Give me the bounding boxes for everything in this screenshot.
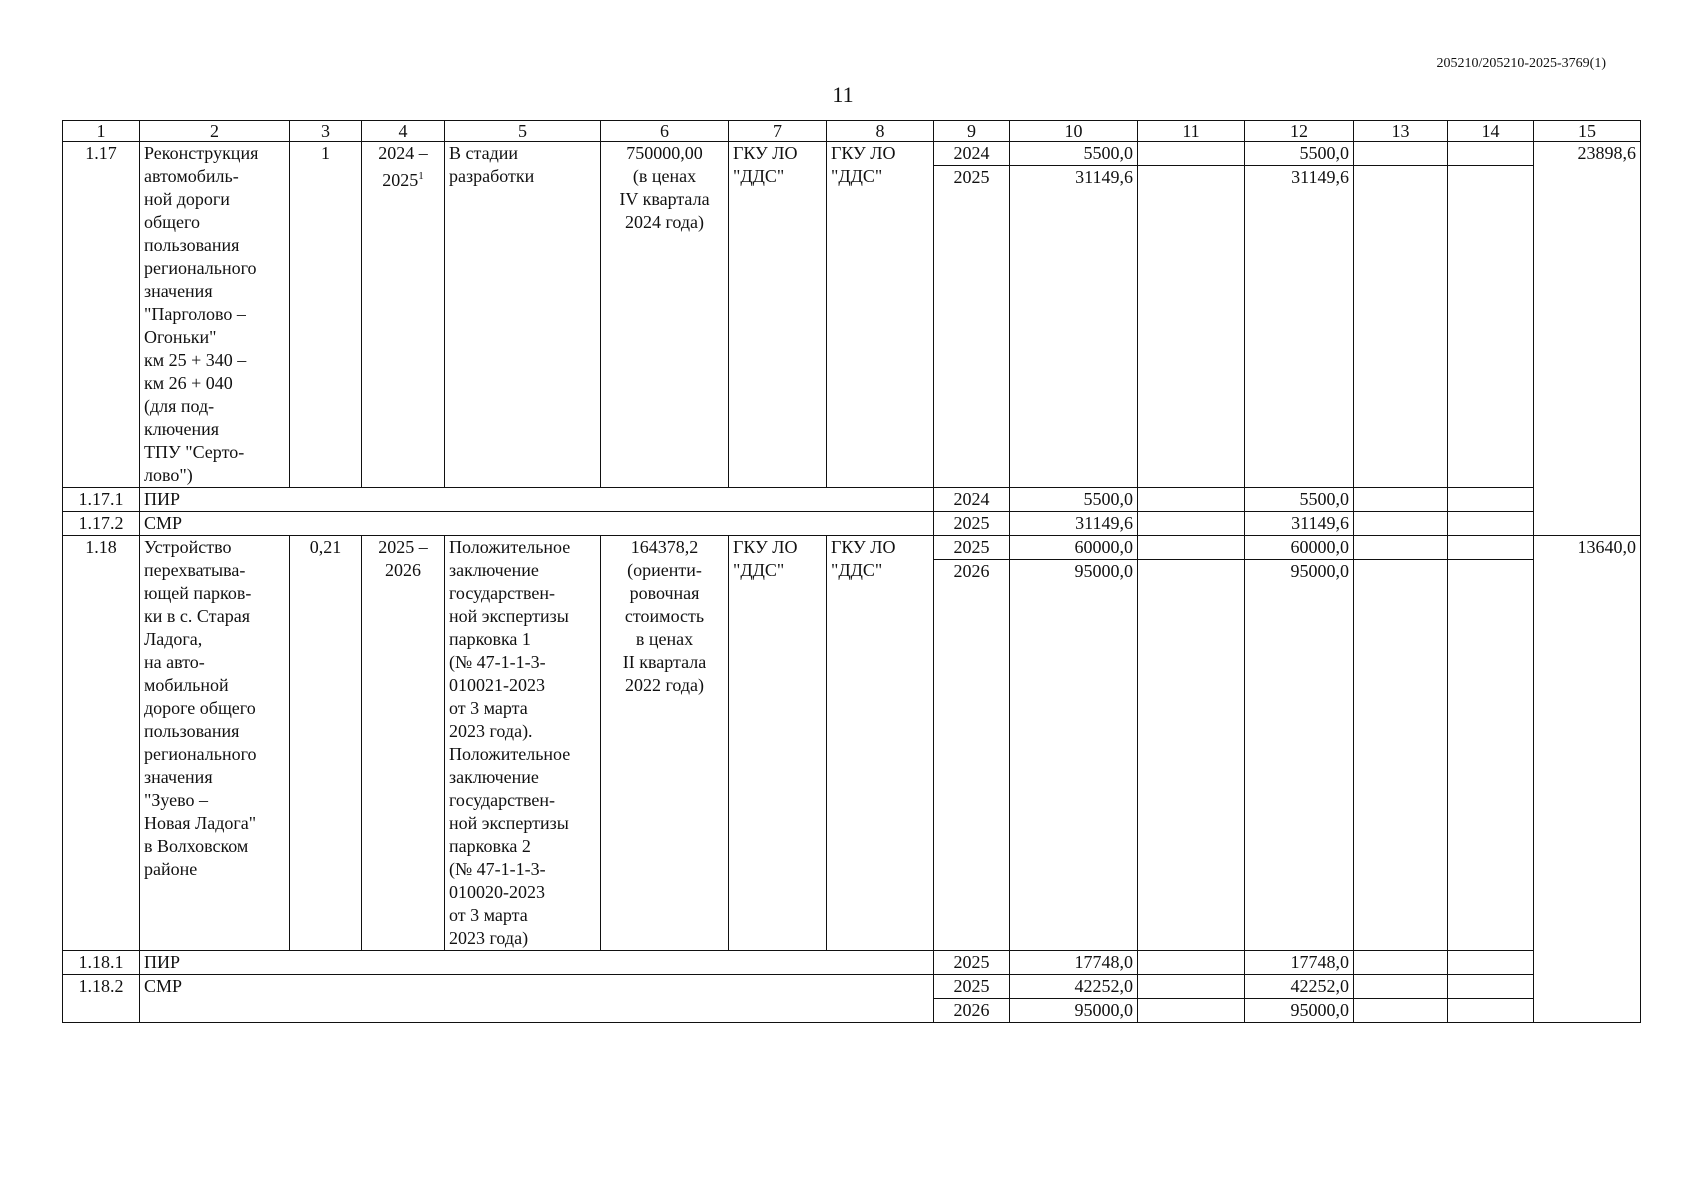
customer: ГКУ ЛО "ДДС" (729, 536, 827, 951)
footnote-mark: 1 (418, 170, 424, 182)
other-amount (1448, 975, 1534, 999)
other-amount (1448, 488, 1534, 512)
other-amount (1448, 999, 1534, 1023)
page-number: 11 (832, 82, 854, 107)
total-amount: 17748,0 (1010, 951, 1138, 975)
capacity: 1 (290, 142, 362, 488)
total-amount: 5500,0 (1010, 488, 1138, 512)
row-number: 1.18.1 (63, 951, 140, 975)
other-amount (1448, 951, 1534, 975)
table-row (63, 142, 1641, 166)
construction-period: 2025 – 2026 (362, 536, 445, 951)
year: 2025 (934, 512, 1010, 536)
project-status: В стадии разработки (445, 142, 601, 488)
year: 2025 (934, 951, 1010, 975)
col-header: 1 (63, 121, 140, 142)
local-amount (1354, 951, 1448, 975)
federal-amount (1138, 951, 1245, 975)
regional-amount: 95000,0 (1245, 999, 1354, 1023)
col-header: 5 (445, 121, 601, 142)
year: 2026 (934, 999, 1010, 1023)
regional-amount: 5500,0 (1245, 488, 1354, 512)
col-header: 13 (1354, 121, 1448, 142)
regional-amount: 17748,0 (1245, 951, 1354, 975)
col-header: 11 (1138, 121, 1245, 142)
federal-amount (1138, 512, 1245, 536)
table-row (63, 536, 1641, 560)
remaining-cost: 23898,6 (1534, 142, 1641, 536)
local-amount (1354, 512, 1448, 536)
customer: ГКУ ЛО "ДДС" (729, 142, 827, 488)
regional-amount: 31149,6 (1245, 166, 1354, 488)
col-header: 8 (827, 121, 934, 142)
estimated-cost: 164378,2 (ориенти- ровочная стоимость в ценах II квартала 2022 года) (601, 536, 729, 951)
col-header: 3 (290, 121, 362, 142)
other-amount (1448, 512, 1534, 536)
regional-amount: 31149,6 (1245, 512, 1354, 536)
total-amount: 95000,0 (1010, 560, 1138, 951)
col-header: 10 (1010, 121, 1138, 142)
local-amount (1354, 975, 1448, 999)
other-amount (1448, 166, 1534, 488)
year: 2025 (934, 166, 1010, 488)
document-id: 205210/205210-2025-3769(1) (1436, 56, 1606, 71)
construction-period (362, 142, 445, 488)
remaining-cost: 13640,0 (1534, 536, 1641, 1023)
regional-amount: 5500,0 (1245, 142, 1354, 166)
header-row (63, 121, 1641, 142)
row-number: 1.17.1 (63, 488, 140, 512)
table-row (63, 488, 1641, 512)
year: 2025 (934, 975, 1010, 999)
local-amount (1354, 536, 1448, 560)
year: 2024 (934, 488, 1010, 512)
work-type: СМР (140, 975, 934, 1023)
project-status: Положительное заключение государствен- ной экспертизы парковка 1 (№ 47-1-1-3- 010021-2023 от 3 марта 2023 года). Положительное заключение государствен- ной экспертизы парковка 2 (№ 47-1-1-3- 010020-2023 от 3 марта 2023 года) (445, 536, 601, 951)
col-header: 9 (934, 121, 1010, 142)
object-name: Реконструкция автомобиль- ной дороги общего пользования регионального значения "Парголово – Огоньки" км 25 + 340 – км 26 + 040 (для под- ключения ТПУ "Серто- лово") (140, 142, 290, 488)
program-table (62, 120, 1641, 1023)
total-amount: 5500,0 (1010, 142, 1138, 166)
other-amount (1448, 560, 1534, 951)
total-amount: 31149,6 (1010, 166, 1138, 488)
year: 2025 (934, 536, 1010, 560)
federal-amount (1138, 142, 1245, 166)
local-amount (1354, 488, 1448, 512)
other-amount (1448, 536, 1534, 560)
local-amount (1354, 560, 1448, 951)
row-number: 1.18 (63, 536, 140, 951)
col-header: 12 (1245, 121, 1354, 142)
regional-amount: 42252,0 (1245, 975, 1354, 999)
federal-amount (1138, 166, 1245, 488)
work-type: ПИР (140, 951, 934, 975)
regional-amount: 60000,0 (1245, 536, 1354, 560)
row-number: 1.17 (63, 142, 140, 488)
other-amount (1448, 142, 1534, 166)
col-header: 4 (362, 121, 445, 142)
regional-amount: 95000,0 (1245, 560, 1354, 951)
table-row (63, 975, 1641, 999)
col-header: 2 (140, 121, 290, 142)
local-amount (1354, 999, 1448, 1023)
col-header: 6 (601, 121, 729, 142)
total-amount: 60000,0 (1010, 536, 1138, 560)
table-row (63, 512, 1641, 536)
program-table-wrapper (62, 120, 1641, 1023)
period-text: 2024 – 2025 (378, 143, 428, 190)
year: 2024 (934, 142, 1010, 166)
local-amount (1354, 166, 1448, 488)
local-amount (1354, 142, 1448, 166)
federal-amount (1138, 975, 1245, 999)
work-type: СМР (140, 512, 934, 536)
total-amount: 31149,6 (1010, 512, 1138, 536)
estimated-cost: 750000,00 (в ценах IV квартала 2024 года) (601, 142, 729, 488)
federal-amount (1138, 999, 1245, 1023)
capacity: 0,21 (290, 536, 362, 951)
col-header: 14 (1448, 121, 1534, 142)
federal-amount (1138, 560, 1245, 951)
row-number: 1.18.2 (63, 975, 140, 1023)
total-amount: 95000,0 (1010, 999, 1138, 1023)
table-row (63, 951, 1641, 975)
developer: ГКУ ЛО "ДДС" (827, 536, 934, 951)
developer: ГКУ ЛО "ДДС" (827, 142, 934, 488)
work-type: ПИР (140, 488, 934, 512)
row-number: 1.17.2 (63, 512, 140, 536)
federal-amount (1138, 536, 1245, 560)
year: 2026 (934, 560, 1010, 951)
federal-amount (1138, 488, 1245, 512)
total-amount: 42252,0 (1010, 975, 1138, 999)
col-header: 15 (1534, 121, 1641, 142)
object-name: Устройство перехватыва- ющей парков- ки в с. Старая Ладога, на авто- мобильной дороге общего пользования регионального значения "Зуево – Новая Ладога" в Волховском районе (140, 536, 290, 951)
col-header: 7 (729, 121, 827, 142)
